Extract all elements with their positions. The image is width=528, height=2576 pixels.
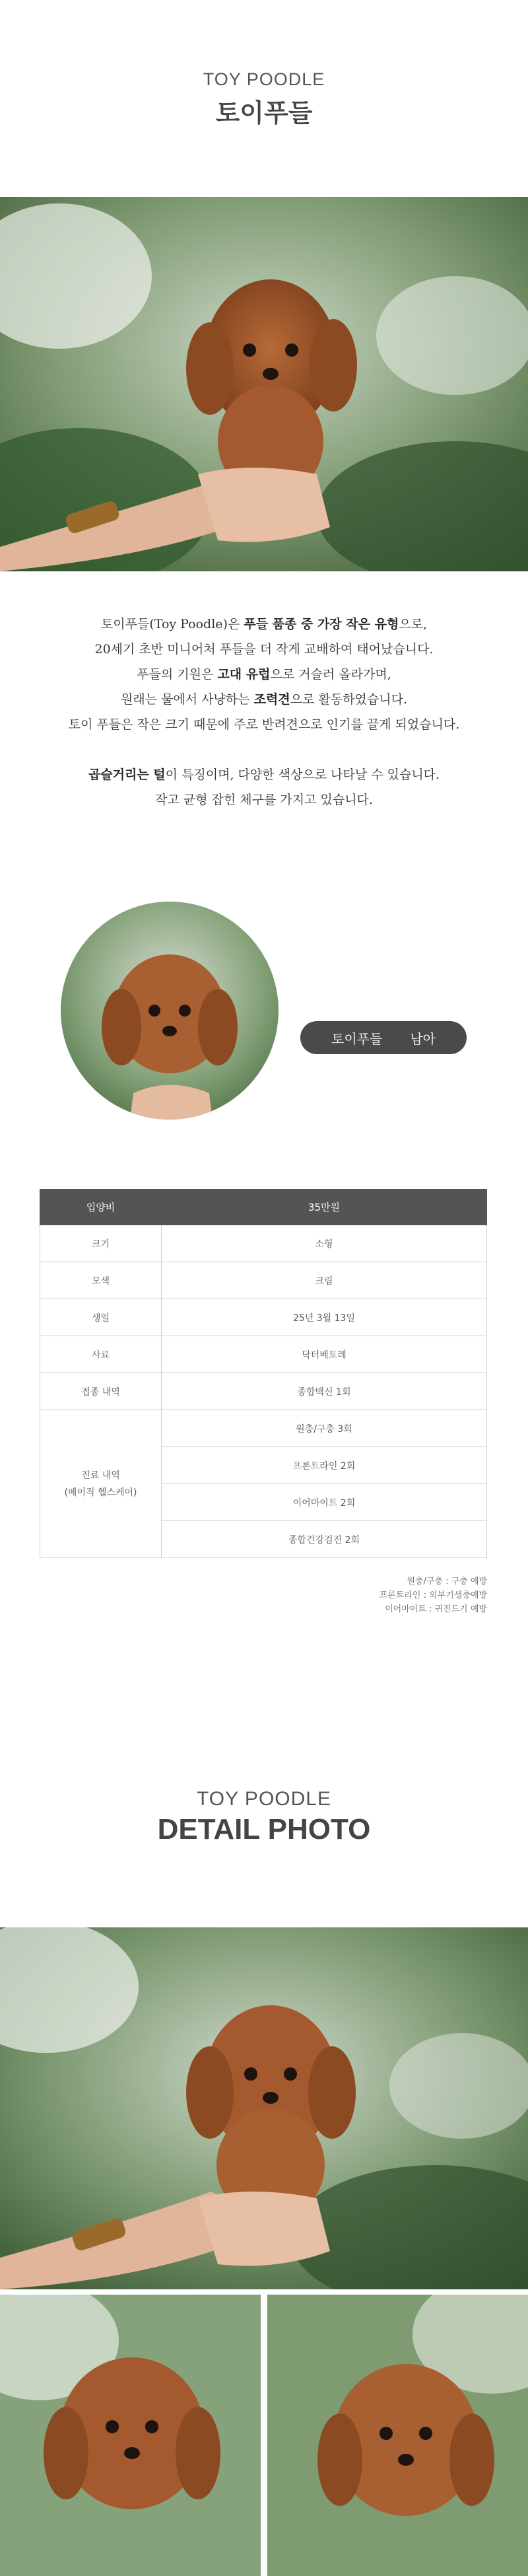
- vaccine-value: 종합백신 1회: [162, 1373, 487, 1410]
- intro-text: 작고 균형 잡힌 체구를 가지고 있습니다.: [155, 793, 373, 807]
- intro-text: 20세기 초반 미니어처 푸들을 더 작게 교배하여 태어났습니다.: [94, 642, 434, 657]
- intro-highlight: 푸들 품종 중 가장 작은 유형: [244, 617, 399, 631]
- detail-eyebrow: TOY POODLE: [197, 1788, 331, 1810]
- footnote: 프론트라인 : 외부기생충예방: [379, 1591, 487, 1600]
- intro-text: 원래는 물에서 사냥하는: [121, 692, 254, 707]
- size-value: 소형: [162, 1225, 487, 1262]
- puppy-main-photo: [0, 197, 528, 571]
- care-item: 이어마이트 2회: [162, 1484, 487, 1521]
- intro-text: 푸들의 기원은: [137, 667, 218, 682]
- color-label: 모색: [40, 1262, 162, 1299]
- birthday-label: 생일: [40, 1299, 162, 1336]
- care-item: 원충/구충 3회: [162, 1410, 487, 1447]
- intro-highlight: 조력견: [253, 692, 290, 707]
- intro-text: 이 특징이며, 다양한 색상으로 나타날 수 있습니다.: [165, 768, 440, 782]
- birthday-value: 25년 3월 13일: [162, 1299, 487, 1336]
- adoption-info-table: [40, 1189, 487, 1558]
- breed-sex-badge: [300, 1021, 467, 1054]
- table-row: [40, 1299, 487, 1336]
- breed-label: 토이푸들: [331, 1030, 383, 1047]
- table-row: [40, 1410, 487, 1447]
- puppy-profile-photo: [61, 902, 279, 1120]
- breed-description: [0, 612, 528, 812]
- care-footnotes: [380, 1575, 487, 1616]
- care-label-line: 진료 내역: [81, 1470, 120, 1481]
- intro-text: 으로 거슬러 올라가며,: [270, 667, 391, 682]
- intro-text: 으로,: [399, 617, 428, 631]
- adoption-fee-label: 입양비: [40, 1190, 162, 1225]
- vaccine-label: 접종 내역: [40, 1373, 162, 1410]
- care-item: 프론트라인 2회: [162, 1447, 487, 1484]
- intro-text: 토이 푸들은 작은 크기 때문에 주로 반려견으로 인기를 끌게 되었습니다.: [68, 717, 460, 732]
- care-item: 종합건강검진 2회: [162, 1521, 487, 1558]
- intro-text: 으로 활동하였습니다.: [290, 692, 407, 707]
- sex-label: 남아: [410, 1030, 436, 1047]
- table-row: [40, 1262, 487, 1299]
- table-row: [40, 1336, 487, 1373]
- intro-highlight: 곱슬거리는 털: [88, 768, 166, 782]
- section-eyebrow: TOY POODLE: [203, 69, 325, 89]
- color-value: 크림: [162, 1262, 487, 1299]
- intro-highlight: 고대 유럽: [217, 667, 271, 682]
- detail-photo-2: [0, 2295, 261, 2576]
- intro-text: 토이푸들(Toy Poodle)은: [100, 617, 244, 631]
- footnote: 이어마이트 : 귀진드기 예방: [385, 1604, 487, 1614]
- table-row: [40, 1373, 487, 1410]
- page-title: 토이푸들: [215, 98, 313, 127]
- footnote: 원충/구충 : 구충 예방: [407, 1577, 487, 1587]
- food-label: 사료: [40, 1336, 162, 1373]
- size-label: 크기: [40, 1225, 162, 1262]
- detail-photo-1: [0, 1927, 528, 2289]
- detail-photo-3: [267, 2295, 528, 2576]
- food-value: 닥터베토레: [162, 1336, 487, 1373]
- care-label-line: (베이직 헬스케어): [64, 1487, 137, 1498]
- detail-title: DETAIL PHOTO: [157, 1813, 371, 1845]
- table-header-row: [40, 1190, 487, 1225]
- adoption-fee-value: 35만원: [162, 1190, 487, 1225]
- care-history-label: [40, 1410, 162, 1558]
- table-row: [40, 1225, 487, 1262]
